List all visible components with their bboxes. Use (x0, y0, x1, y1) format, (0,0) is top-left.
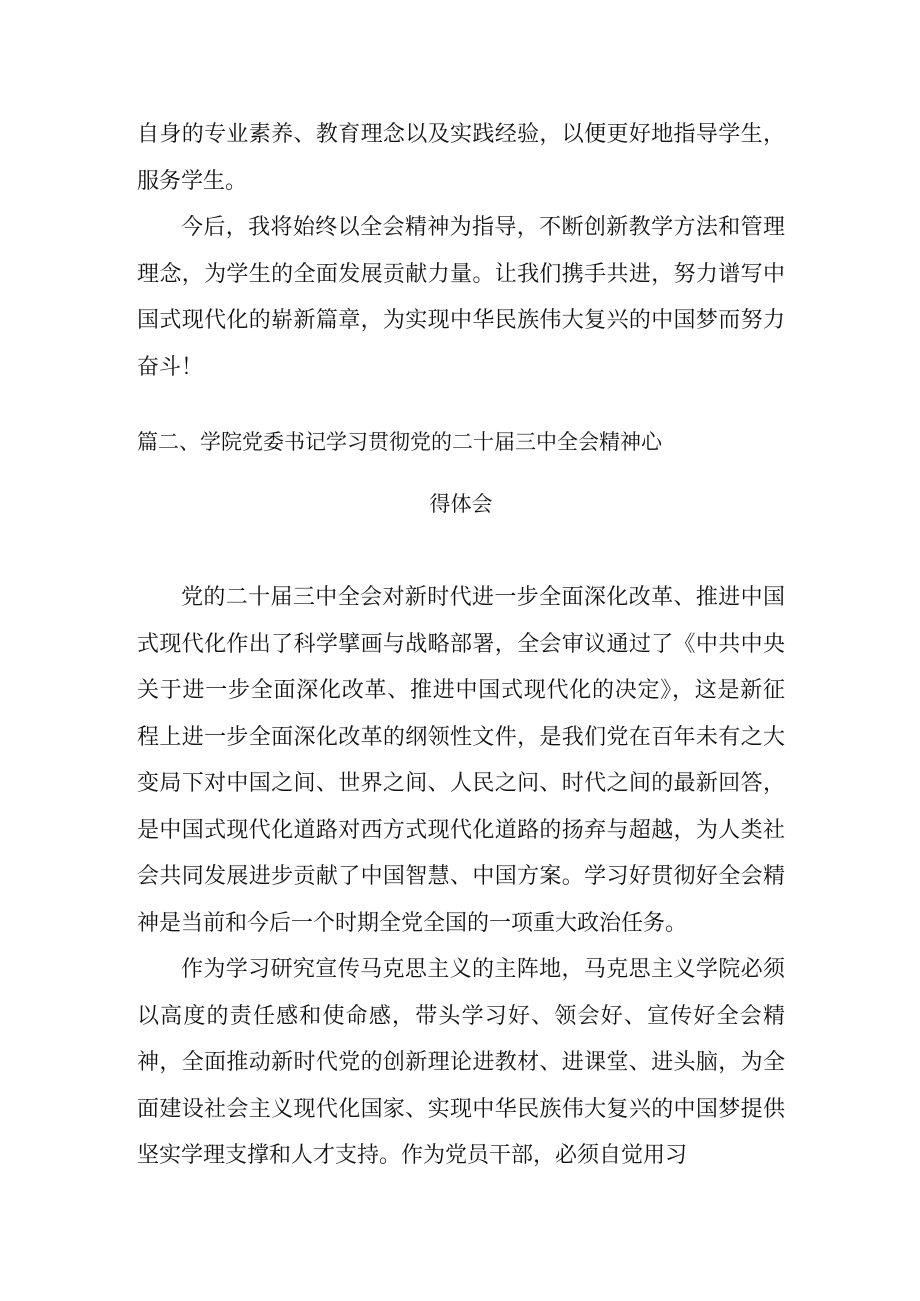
section-title-line-1: 篇二、学院党委书记学习贯彻党的二十届三中全会精神心 (137, 430, 662, 454)
section-title-line-2: 得体会 (429, 492, 493, 516)
section-spacer (137, 523, 785, 575)
document-body (137, 112, 785, 1180)
section-paragraph-2: 作为学习研究宣传马克思主义的主阵地，马克思主义学院必须以高度的责任感和使命感，带头学习好、领会好、宣传好全会精神，全面推动新时代党的创新理论进教材、进课堂、进头脑，为全面建设社会主义现代化国家、实现中华民族伟大复兴的中国梦提供坚实学理支撑和人才支持。作为党员干部，必须自觉用习 (137, 957, 785, 1168)
intro-paragraph-tail: 自身的专业素养、教育理念以及实践经验，以便更好地指导学生，服务学生。 (137, 122, 785, 194)
closing-paragraph: 今后，我将始终以全会精神为指导，不断创新教学方法和管理理念，为学生的全面发展贡献力量。让我们携手共进，努力谱写中国式现代化的崭新篇章，为实现中华民族伟大复兴的中国梦而努力奋斗！ (137, 215, 785, 380)
section-paragraph-1: 党的二十届三中全会对新时代进一步全面深化改革、推进中国式现代化作出了科学擘画与战略部署，全会审议通过了《中共中央关于进一步全面深化改革、推进中国式现代化的决定》，这是新征程上进一步全面深化改革的纲领性文件，是我们党在百年未有之大变局下对中国之间、世界之间、人民之问、时代之间的最新回答，是中国式现代化道路对西方式现代化道路的扬弃与超越，为人类社会共同发展进步贡献了中国智慧、中国方案。学习好贯彻好全会精神是当前和今后一个时期全党全国的一项重大政治任务。 (137, 585, 785, 936)
section-title (137, 423, 785, 523)
